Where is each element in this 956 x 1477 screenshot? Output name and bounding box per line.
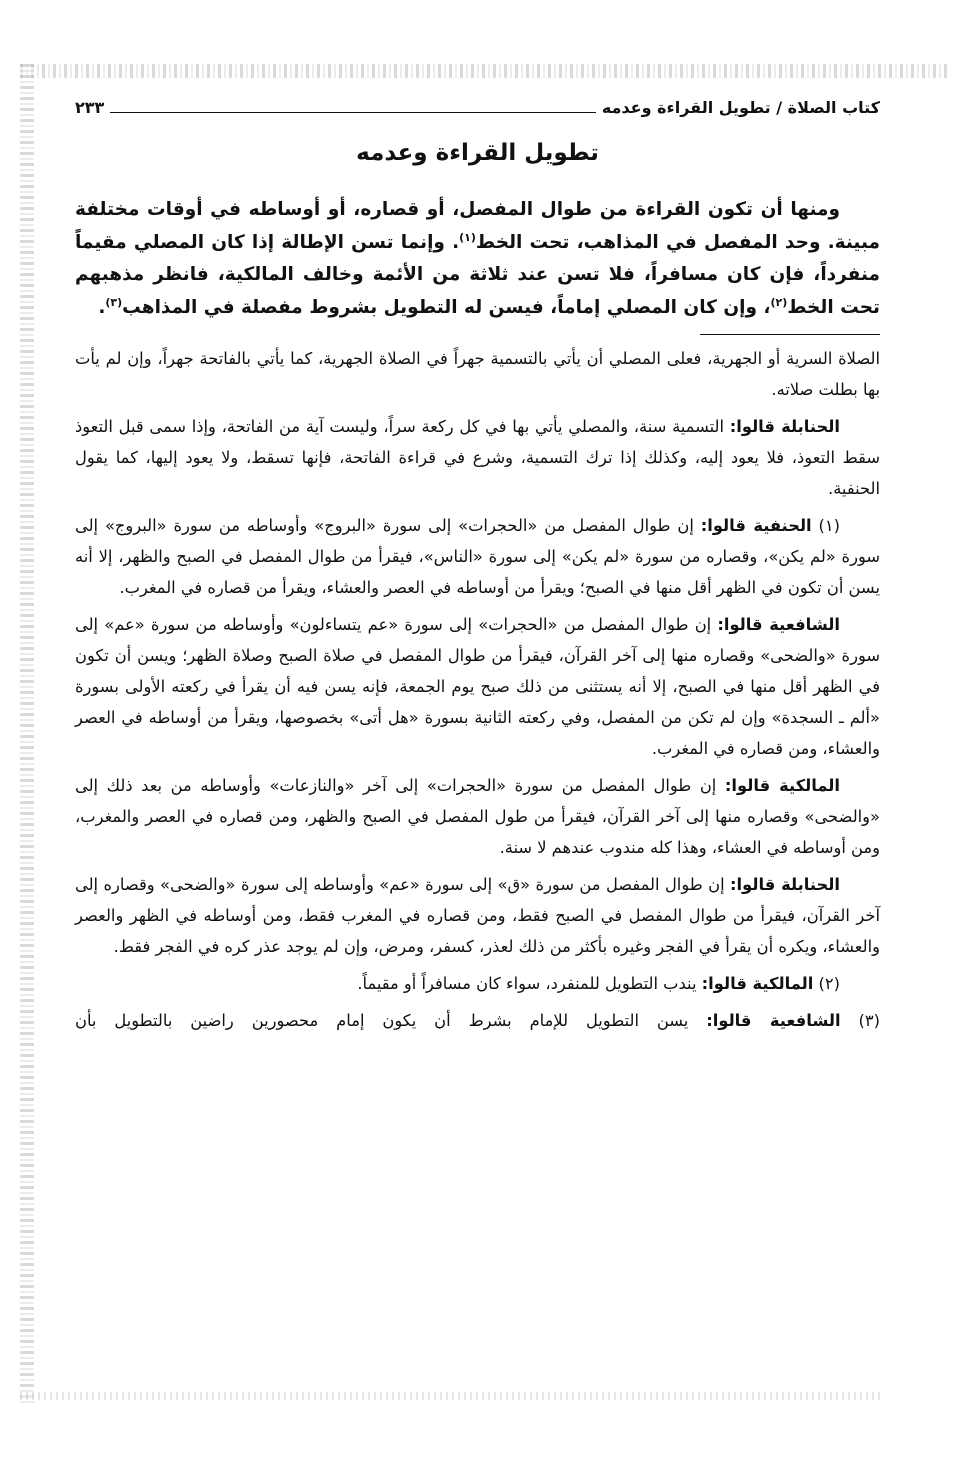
footnote-ref-3[interactable]: (٣) (105, 295, 123, 309)
main-text (75, 194, 880, 324)
madhab-lead: الشافعية قالوا: (717, 615, 840, 634)
footnote-text: إن طوال المفصل من «الحجرات» إلى سورة «عم يتساءلون» وأوساطه من سورة «عم» إلى سورة «والضحى» وقصاره منها إلى آخر القرآن، فيقرأ من طوال المفصل في صلاة الصبح وصلاة الظهر؛ ويسن أن تكون في الظهر أقل منها في الصبح، إلا أنه يستثنى من ذلك صبح يوم الجمعة، فإنه يسن فيه أن يقرأ في ركعته الأولى بسورة «ألم ـ السجدة» وإن لم تكن من المفصل، وفي ركعته الثانية بسورة «هل أتى» بخصوصها، ويقرأ من أوساطه في العصر والعشاء، ومن قصاره في المغرب. (75, 615, 880, 758)
scan-border-bottom (20, 1392, 880, 1400)
main-text-segment: ، وإن كان المصلي إماماً، فيسن له التطويل بشروط مفصلة في المذاهب (122, 296, 771, 318)
section-title: تطويل القراءة وعدمه (356, 140, 599, 166)
footnote-text: إن طوال المفصل من سورة «الحجرات» إلى آخر «والنازعات» وأوساطه من بعد ذلك إلى «والضحى» وقصاره منها إلى آخر القرآن، فيقرأ من طول المفصل في الصبح والظهر، ومن قصاره في العصر والمغرب، ومن أوساطه في العشاء، وهذا كله مندوب عندهم لا سنة. (75, 776, 880, 857)
main-text-segment: ومنها أن تكون القراءة من طوال المفصل، أو قصاره، أو أوساطه في أوقات مختلفة مبينة. وحد المفصل في المذاهب، تحت الخط (75, 199, 880, 253)
footnote-text: الصلاة السرية أو الجهرية، فعلى المصلي أن يأتي بالتسمية جهراً في الصلاة الجهرية، كما يأتي بالفاتحة جهراً، وإن لم يأت بها بطلت صلاته. (75, 349, 880, 399)
footnote-text: إن طوال المفصل من سورة «ق» إلى سورة «عم» وأوساطه إلى سورة «والضحى» وقصاره إلى آخر القرآن، فيقرأ من طوال المفصل في الصبح فقط، ومن قصاره في المغرب فقط، ومن أوساطه في الظهر والعصر والعشاء، ويكره أن يقرأ في الفجر وغيره بأكثر من ذلك لعذر، كسفر، ومرض، وإن لم يوجد عذر كره في الفجر فقط. (75, 875, 880, 956)
footnote-ref-1[interactable]: (١) (459, 230, 476, 244)
footnote-ref-2[interactable]: (٢) (770, 295, 788, 309)
madhab-lead: الحنفية قالوا: (700, 516, 812, 535)
footnote-paragraph (75, 609, 880, 764)
footnote-paragraph (75, 770, 880, 863)
footnote-2 (75, 968, 880, 999)
scan-border-left (20, 64, 34, 1404)
footnote-1 (75, 510, 880, 603)
footnote-paragraph (75, 869, 880, 962)
footnote-separator (700, 334, 880, 335)
book-page (75, 92, 880, 1042)
madhab-lead: الحنابلة قالوا: (730, 875, 840, 894)
scan-border-top (20, 64, 950, 78)
running-title: كتاب الصلاة / تطويل القراءة وعدمه (601, 97, 880, 117)
main-text-segment: . وإنما تسن الإطالة إذا كان المصلي مقيماً منفرداً، فإن كان مسافراً، فلا تسن عند ثلاثة من الأئمة وخالف المالكية، فانظر مذهبهم تحت الخط (75, 231, 880, 318)
footnote-text: يندب التطويل للمنفرد، سواء كان مسافراً أو مقيماً. (357, 974, 702, 993)
footnote-number: (٢) (813, 974, 840, 993)
page-number: ٢٣٣ (75, 97, 105, 117)
footnote-text: يسن التطويل للإمام بشرط أن يكون إمام محصورين راضين بالتطويل بأن (75, 1011, 707, 1030)
header-rule (110, 112, 596, 113)
madhab-lead: المالكية قالوا: (724, 776, 841, 795)
footnote-number: (١) (811, 516, 840, 535)
footnote-text: التسمية سنة، والمصلي يأتي بها في كل ركعة سراً، وليست آية من الفاتحة، وإذا سمى قبل التعوذ سقط التعوذ، فلا يعود إليه، وكذلك إذا ترك التسمية، وشرع في قراءة الفاتحة، فإنها تسقط، ولا يعود إليها، كما يقول الحنفية. (75, 417, 880, 498)
running-header (75, 92, 880, 122)
madhab-lead: الشافعية قالوا: (706, 1011, 841, 1030)
footnote-number: (٣) (840, 1011, 880, 1030)
footnote-paragraph (75, 411, 880, 504)
footnote-paragraph (75, 343, 880, 405)
main-text-segment: . (98, 296, 106, 318)
footnote-text: إن طوال المفصل من «الحجرات» إلى سورة «البروج» وأوساطه من سورة «البروج» إلى سورة «لم يكن»، وقصاره من سورة «لم يكن» إلى سورة «الناس»، فيقرأ من طوال المفصل في الصبح والظهر، إلا أنه يسن أن تكون في الظهر أقل منها في الصبح؛ ويقرأ من أوساطه في العصر والعشاء، ويقرأ من قصاره في المغرب. (75, 516, 880, 597)
footnotes (75, 343, 880, 1036)
footnote-3 (75, 1005, 880, 1036)
main-paragraph (75, 194, 880, 324)
madhab-lead: المالكية قالوا: (701, 974, 814, 993)
madhab-lead: الحنابلة قالوا: (729, 417, 840, 436)
